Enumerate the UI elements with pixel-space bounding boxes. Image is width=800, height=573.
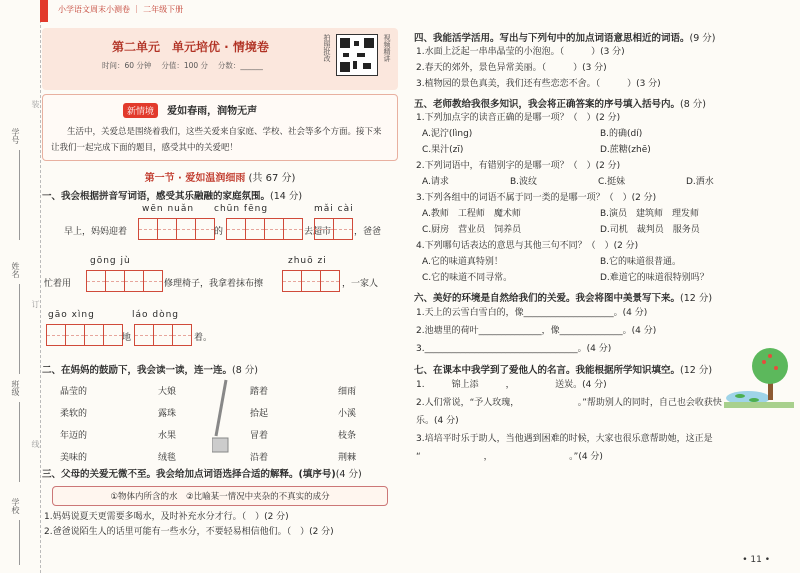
q5-stem-3: 3.下列各组中的词语不属于同一类的是哪一项？（ ）(2 分) [416, 193, 657, 203]
match-word[interactable]: 绒毯 [158, 453, 177, 463]
writing-boxes[interactable] [86, 270, 163, 292]
q7-item-1[interactable]: 1. 锦上添 ， 送炭。(4 分) [416, 380, 607, 390]
pinyin-row-1 [42, 202, 398, 256]
sentence-text: 着。 [194, 333, 213, 343]
unit-meta: 时间：60 分钟 分值：100 分 分数：______ [102, 61, 263, 70]
pinyin: gōng jù [90, 256, 131, 266]
sentence-text: ，爸爸 [354, 227, 382, 237]
q5-options-2 [422, 174, 790, 190]
option[interactable]: D.洒水 [686, 177, 714, 187]
scenario-tag: 新情境 [123, 103, 158, 118]
q3-item-1[interactable]: 1.妈妈说夏天更需要多喝水，及时补充水分才行。（ ）(2 分) [44, 512, 289, 522]
option[interactable]: B.的确(dí) [600, 129, 643, 139]
unit-banner [42, 28, 398, 90]
qr-caption-right: 视频精讲 [383, 34, 391, 62]
match-word[interactable]: 冒着 [250, 431, 269, 441]
q5-stem-4: 4.下列哪句话表达的意思与其他三句不同？（ ）(2 分) [416, 241, 639, 251]
binding-label-number: 学号 [11, 128, 20, 144]
pinyin: láo dòng [132, 310, 180, 320]
sentence-text: 地 [122, 333, 132, 343]
option[interactable]: B.演员 建筑师 理发师 [600, 209, 700, 219]
binding-label-class: 班级 [11, 380, 20, 396]
pencil-icon [212, 378, 230, 458]
matching-area [42, 376, 398, 463]
q6-item-1[interactable]: 1.天上的云雪白雪白的，像____________________。(4 分) [416, 308, 648, 318]
question-7-title: 七、在课本中我学到了爱他人的名言。我能根据所学知识填空。(12 分) [414, 365, 713, 376]
pinyin-row-3 [42, 310, 398, 358]
q5-stem-2: 2.下列词语中，有错别字的是哪一项？（ ）(2 分) [416, 161, 621, 171]
option[interactable]: A.请求 [422, 177, 449, 187]
writing-boxes[interactable] [282, 270, 340, 292]
page-number: • 11 • [742, 555, 770, 565]
option[interactable]: C.厨房 营业员 饲养员 [422, 225, 522, 235]
left-column [42, 28, 398, 540]
writing-boxes[interactable] [226, 218, 303, 240]
option[interactable]: B.波纹 [510, 177, 538, 187]
time-label: 时间：60 分钟 [102, 61, 152, 70]
option[interactable]: D.难道它的味道很特别吗？ [600, 273, 709, 283]
pinyin-row-2 [42, 256, 398, 310]
red-tab [40, 0, 48, 22]
fill-line [19, 284, 20, 374]
section-heading [42, 169, 398, 184]
unit-title: 第二单元 单元培优 · 情境卷 [112, 40, 269, 54]
binding-margin [0, 0, 41, 573]
q5-options-4 [422, 254, 790, 286]
match-word[interactable]: 沿着 [250, 453, 269, 463]
match-word[interactable]: 荆棘 [338, 453, 357, 463]
section-points: (共 67 分) [248, 173, 296, 184]
sentence-text: 修理椅子，我拿着抹布擦 [164, 279, 264, 289]
question-3-title: 三、父母的关爱无微不至。我会给加点词语选择合适的解释。(填序号)(4 分) [42, 469, 362, 480]
qr-code-icon[interactable] [336, 34, 378, 76]
option[interactable]: C.挺妹 [598, 177, 626, 187]
binding-label-name: 姓名 [11, 262, 20, 278]
q5-options-3 [422, 206, 790, 238]
fill-line [19, 520, 20, 565]
question-5-title: 五、老师教给我很多知识，我会将正确答案的序号填入括号内。(8 分) [414, 99, 706, 110]
match-word[interactable]: 拾起 [250, 409, 269, 419]
q5-options-1 [422, 126, 790, 158]
q7-item-2b: 乐。(4 分) [416, 416, 459, 426]
score-label: 分数： [217, 61, 241, 70]
scenario-box [42, 94, 398, 161]
option[interactable]: B.它的味道很普通。 [600, 257, 682, 267]
sentence-text: 忙着用 [44, 279, 72, 289]
pinyin: mǎi cài [314, 204, 354, 214]
option[interactable]: C.它的味道不同寻常。 [422, 273, 513, 283]
header: 小学语文周末小测卷 ｜ 二年级下册 [58, 5, 184, 14]
pinyin: gāo xìng [48, 310, 95, 320]
sentence-text: ，一家人 [342, 279, 379, 289]
question-6-title: 六、美好的环境是自然给我们的关爱。我会将图中美景写下来。(12 分) [414, 293, 713, 304]
q7-item-3[interactable]: 3.培培平时乐于助人，当他遇到困难的时候，大家也很乐意帮助她，这正是 [416, 434, 713, 444]
match-word[interactable]: 柔软的 [60, 409, 88, 419]
option[interactable]: D.蔗糖(zhē) [600, 145, 651, 155]
score-total: 分值：100 分 [161, 61, 209, 70]
pinyin: chūn fēng [214, 204, 269, 214]
match-word[interactable]: 水果 [158, 431, 177, 441]
q3-item-2[interactable]: 2.爸爸说陌生人的话里可能有一些水分，不要轻易相信他们。（ ）(2 分) [44, 527, 334, 537]
cut-mark: 订 [31, 300, 40, 308]
option[interactable]: A.教师 工程师 魔术师 [422, 209, 521, 219]
option[interactable]: C.果汁(zī) [422, 145, 464, 155]
match-word[interactable]: 美味的 [60, 453, 88, 463]
match-word[interactable]: 晶莹的 [60, 387, 88, 397]
question-1-title: 一、我会根据拼音写词语，感受其乐融融的家庭氛围。(14 分) [42, 191, 303, 202]
q6-item-3[interactable]: 3.__________________________________。(4 分) [416, 344, 612, 354]
binding-label-school: 学校 [11, 498, 20, 514]
q5-stem-1: 1.下列加点字的读音正确的是哪一项？（ ）(2 分) [416, 113, 621, 123]
q6-item-2[interactable]: 2.池塘里的荷叶______________，像______________。(4 分) [416, 326, 657, 336]
match-word[interactable]: 年迈的 [60, 431, 88, 441]
match-word[interactable]: 大娘 [158, 387, 177, 397]
cut-mark: 线 [31, 440, 40, 448]
section-label: 第一节 · 爱如温润细雨 [144, 173, 246, 184]
writing-boxes[interactable] [46, 324, 123, 346]
pinyin: wēn nuǎn [142, 204, 195, 214]
series-name: 小学语文周末小测卷 [58, 5, 130, 14]
q7-item-2[interactable]: 2.人们常说，“予人玫瑰， 。”帮助别人的同时，自己也会收获快 [416, 398, 722, 408]
option[interactable]: A.它的味道真特别！ [422, 257, 503, 267]
match-word[interactable]: 枝条 [338, 431, 357, 441]
q7-item-3b[interactable]: “ ， 。”(4 分) [416, 452, 603, 462]
q4-item-1[interactable]: 1.水面上泛起一串串晶莹的小泡泡。（ ）(3 分) [416, 47, 625, 57]
sentence-text: 去超市 [304, 227, 332, 237]
fill-line [19, 402, 20, 482]
q4-item-3[interactable]: 3.植物园的景色真美，我们还有些恋恋不舍。（ ）(3 分) [416, 79, 661, 89]
pinyin: zhuō zi [288, 256, 327, 266]
cut-mark: 装 [31, 100, 40, 108]
scenario-subtitle: 爱如春雨，润物无声 [167, 106, 258, 117]
option[interactable]: D.司机 裁判员 服务员 [600, 225, 700, 235]
question-2-title: 二、在妈妈的鼓励下，我会读一读，连一连。(8 分) [42, 365, 258, 376]
writing-boxes[interactable] [314, 218, 353, 240]
qr-caption-left: 拍照批改 [323, 34, 331, 62]
writing-boxes[interactable] [134, 324, 192, 346]
definition-options: ①物体内所含的水 ②比喻某一情况中夹杂的不真实的成分 [52, 486, 388, 506]
sentence-text: 的 [214, 227, 224, 237]
tree-pond-illustration-icon [724, 346, 794, 408]
question-4-title: 四、我能活学活用。写出与下列句中的加点词语意思相近的词语。(9 分) [414, 33, 716, 44]
match-word[interactable]: 细雨 [338, 387, 357, 397]
match-word[interactable]: 踏着 [250, 387, 269, 397]
sentence-text: 早上，妈妈迎着 [64, 227, 128, 237]
q4-item-2[interactable]: 2.春天的郊外，景色异常美丽。（ ）(3 分) [416, 63, 607, 73]
match-word[interactable]: 小溪 [338, 409, 357, 419]
grade-name: 二年级下册 [143, 5, 184, 14]
option[interactable]: A.泥泞(lìng) [422, 129, 473, 139]
fill-line [19, 150, 20, 240]
match-word[interactable]: 露珠 [158, 409, 177, 419]
scenario-text: 生活中，关爱总是围绕着我们，这些关爱来自家庭、学校、社会等多个方面。接下来让我们一起完成下面的题目，感受其中的关爱吧！ [51, 127, 382, 153]
writing-boxes[interactable] [138, 218, 215, 240]
